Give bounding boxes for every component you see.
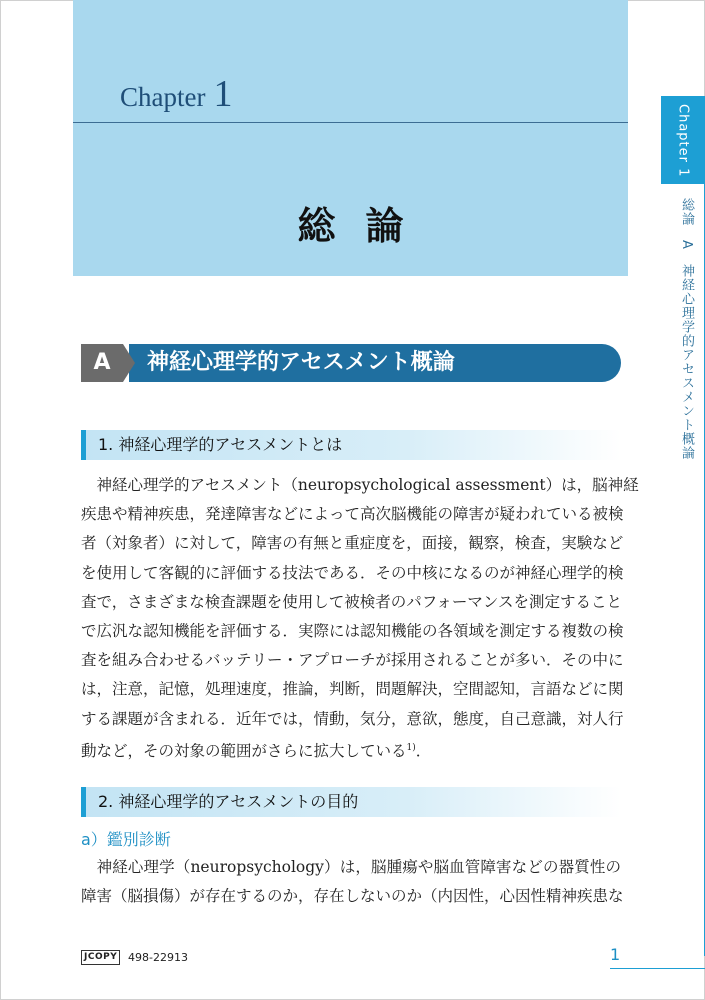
paragraph-line: 神経心理学的アセスメント（neuropsychological assessment）は，脳神経 (81, 476, 639, 494)
jcopy-badge: JCOPY (81, 950, 120, 965)
side-running-title: 総論 A 神経心理学的アセスメント概論 (679, 198, 694, 460)
chapter-title: 総論 (297, 204, 434, 248)
side-chapter-tab-label: Chapter 1 (675, 104, 691, 178)
chapter-word: Chapter (120, 82, 206, 112)
paragraph-line: 査を組み合わせるバッテリー・アプローチが採用されることが多い．その中に (81, 651, 624, 670)
section-a-arrow (123, 344, 135, 382)
footer-code: 498-22913 (128, 951, 188, 964)
section-a-title: 神経心理学的アセスメント概論 (147, 350, 455, 375)
chapter-label (120, 72, 232, 122)
page-number: 1 (610, 945, 621, 964)
paragraph-last-punct: ． (415, 741, 432, 760)
subsection-1-header (81, 430, 621, 460)
section-a-header (81, 344, 621, 382)
chapter-rule (73, 122, 628, 123)
side-chapter-tab[interactable] (661, 96, 705, 184)
paragraph-line: 者（対象者）に対して，障害の有無と重症度を，面接，観察，検査，実験など (81, 534, 624, 553)
paragraph-line: で広汎な認知機能を評価する．実際には認知機能の各領域を測定する複数の検 (81, 622, 624, 641)
chapter-number: 1 (213, 73, 233, 115)
footer-rule (610, 968, 705, 969)
paragraph-1 (81, 471, 639, 766)
section-a-letter: A (81, 344, 123, 382)
paragraph-line: 疾患や精神疾患，発達障害などによって高次脳機能の障害が疑われている被検 (81, 505, 624, 524)
paragraph-line: する課題が含まれる．近年では，情動，気分，意欲，態度，自己意識，対人行 (81, 709, 624, 728)
paragraph-2 (81, 853, 624, 911)
paragraph-line: 神経心理学（neuropsychology）は，脳腫瘍や脳血管障害などの器質性の (81, 858, 621, 876)
paragraph-last-line (81, 734, 621, 766)
citation-ref[interactable]: 1) (406, 742, 416, 753)
paragraph-line: 査で，さまざまな検査課題を使用して被検者のパフォーマンスを測定すること (81, 592, 622, 611)
paragraph-last-text: 動など，その対象の範囲がさらに拡大している (81, 741, 407, 760)
subsubsection-a-title: a）鑑別診断 (81, 830, 171, 849)
subsection-2-title: 2. 神経心理学的アセスメントの目的 (98, 792, 359, 811)
subsection-2-header (81, 787, 621, 817)
paragraph-line: 障害（脳損傷）が存在するのか，存在しないのか（内因性，心因性精神疾患な (81, 887, 624, 906)
paragraph-line: を使用して客観的に評価する技法である．その中核になるのが神経心理学的検 (81, 563, 624, 582)
paragraph-line: は，注意，記憶，処理速度，推論，判断，問題解決，空間認知，言語などに関 (81, 680, 624, 699)
subsection-1-title: 1. 神経心理学的アセスメントとは (98, 435, 343, 454)
